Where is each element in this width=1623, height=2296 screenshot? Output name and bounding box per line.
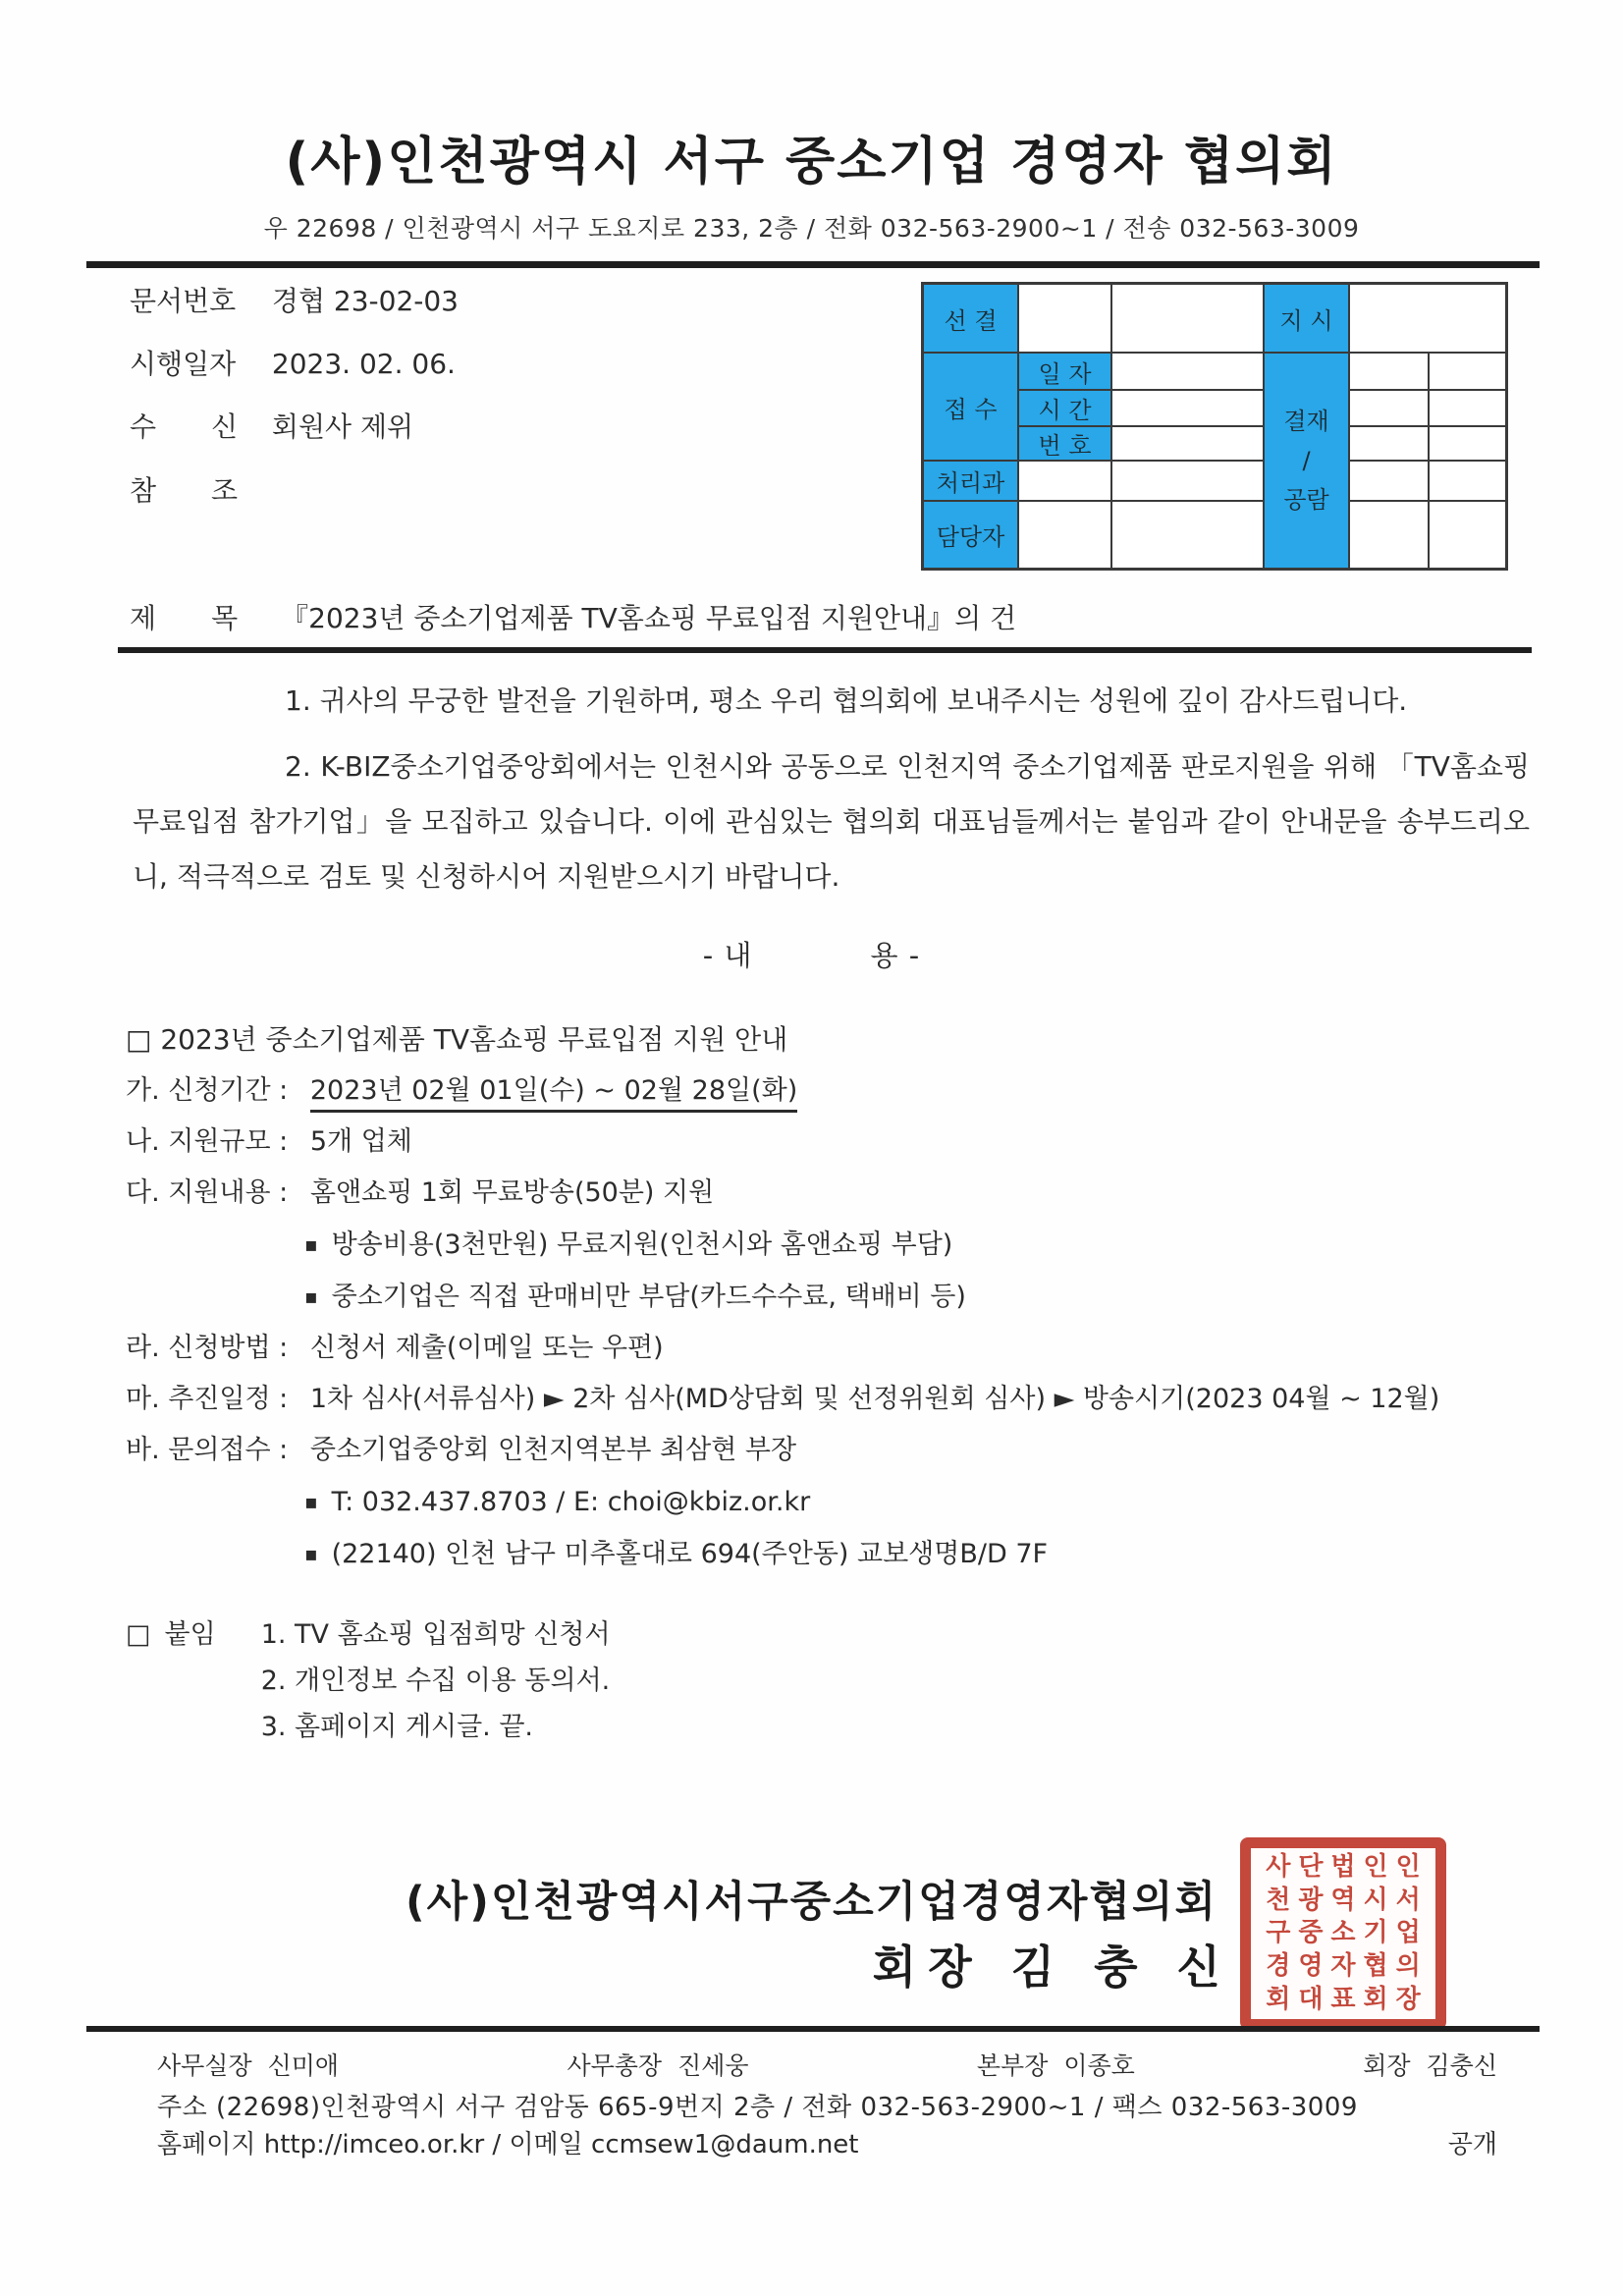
item-label: 바. 문의접수 :	[126, 1435, 289, 1465]
approval-cell-empty	[1349, 501, 1429, 569]
approval-cell-number: 번 호	[1018, 426, 1111, 461]
content-item-na	[126, 1127, 1623, 1157]
content-item-ga	[126, 1076, 1623, 1106]
item-value: 5개 업체	[309, 1126, 412, 1157]
approval-cell-empty	[1429, 353, 1506, 390]
subitem-text: T: 032.437.8703 / E: choi@kbiz.or.kr	[331, 1487, 811, 1517]
attachment-item: 2. 개인정보 수집 이용 동의서.	[260, 1666, 611, 1696]
approval-cell-empty	[1349, 461, 1429, 501]
subitem-text: 중소기업은 직접 판매비만 부담(카드수수료, 택배비 등)	[331, 1282, 966, 1312]
approval-slash: /	[1302, 447, 1311, 474]
approval-cell-empty	[1018, 284, 1111, 353]
content-subitem	[304, 1282, 1623, 1312]
body-paragraph-1: 1. 귀사의 무궁한 발전을 기원하며, 평소 우리 협의회에 보내주시는 성원에 깊이 감사드립니다.	[285, 684, 1408, 717]
subitem-text: 방송비용(3천만원) 무료지원(인천시와 홈앤쇼핑 부담)	[331, 1230, 953, 1260]
approval-stamp-table	[921, 282, 1508, 571]
corporate-seal-stamp	[1240, 1837, 1446, 2030]
doc-date-value: 2023. 02. 06.	[271, 348, 456, 380]
item-label: 마. 추진일정 :	[126, 1384, 289, 1414]
content-subitem	[304, 1539, 1623, 1569]
approval-cell-empty	[1349, 353, 1429, 390]
staff-name: 진세웅	[677, 2051, 749, 2080]
footer-web-email: 홈페이지 http://imceo.or.kr / 이메일 ccmsew1@daum.net	[157, 2130, 859, 2159]
doc-reference-label: 참 조	[130, 474, 239, 507]
item-label: 다. 지원내용 :	[126, 1177, 289, 1208]
attachments-label: 붙임	[164, 1619, 216, 1650]
attachment-item: 3. 홈페이지 게시글. 끝.	[260, 1712, 534, 1742]
content-divider-label: - 내 용 -	[702, 939, 921, 972]
staff-role: 사무총장	[567, 2051, 663, 2080]
footer-staff-office-manager	[157, 2051, 339, 2081]
item-label: 나. 지원규모 :	[126, 1126, 289, 1157]
approval-cell-empty	[1111, 353, 1264, 390]
content-subitem	[304, 1487, 1623, 1517]
signature-chairman-name: 회장 김 충 신	[872, 1941, 1232, 1994]
subitem-text: (22140) 인천 남구 미추홀대로 694(주안동) 교보생명B/D 7F	[331, 1539, 1049, 1569]
square-bullet-icon: ▪	[304, 1490, 318, 1513]
approval-cell-empty	[1111, 426, 1264, 461]
approval-cell-time: 시 간	[1018, 390, 1111, 426]
seal-text-row: 회대표회장	[1266, 1985, 1429, 2015]
subject-label-mok: 목	[211, 602, 239, 634]
signature-org-name: (사)인천광역시서구중소기업경영자협의회	[406, 1878, 1217, 1927]
staff-name: 신미애	[267, 2051, 340, 2080]
item-value: 중소기업중앙회 인천지역본부 최삼현 부장	[309, 1435, 797, 1465]
doc-number-row	[130, 286, 459, 317]
approval-cell-empty	[1018, 501, 1111, 569]
footer-rule	[86, 2026, 1540, 2032]
approval-cell-approval-circulation	[1264, 353, 1349, 569]
footer-staff-division-head	[977, 2051, 1135, 2081]
seal-text-row: 천광역시서	[1266, 1885, 1429, 1915]
doc-reference-row	[130, 475, 263, 507]
attachment-item: 1. TV 홈쇼핑 입점희망 신청서	[260, 1619, 611, 1650]
doc-number-label: 문서번호	[130, 285, 237, 317]
doc-info-section	[0, 268, 1623, 594]
item-value: 신청서 제출(이메일 또는 우편)	[309, 1333, 664, 1363]
item-value-underlined: 2023년 02월 01일(수) ~ 02월 28일(화)	[310, 1075, 797, 1113]
footer-staff-secretary-general	[567, 2051, 748, 2081]
approval-cell-empty	[1018, 461, 1111, 501]
footer-web-row	[157, 2130, 1497, 2159]
circulation-word: 공람	[1283, 486, 1329, 514]
subject-label-je: 제	[130, 602, 157, 634]
staff-role: 회장	[1363, 2051, 1411, 2080]
square-bullet-icon: ▪	[304, 1542, 318, 1565]
seal-text-row: 경영자협의	[1266, 1951, 1429, 1982]
item-value: 1차 심사(서류심사) ► 2차 심사(MD상담회 및 선정위원회 심사) ► 방송시기(2023 04월 ~ 12월)	[309, 1384, 1440, 1414]
attachments-marker: □	[126, 1619, 151, 1650]
attachments-block	[126, 1620, 1623, 1759]
content-item-ba	[126, 1436, 1623, 1465]
content-item-ra	[126, 1334, 1623, 1363]
approval-cell-receipt: 접 수	[923, 353, 1018, 461]
content-item-da	[126, 1178, 1623, 1208]
approval-cell-empty	[1111, 390, 1264, 426]
approval-cell-directive: 지 시	[1264, 284, 1349, 353]
subject-value: 『2023년 중소기업제품 TV홈쇼핑 무료입점 지원안내』의 건	[281, 602, 1017, 634]
approval-cell-empty	[1349, 390, 1429, 426]
content-subitem	[304, 1230, 1623, 1260]
attachments-list	[261, 1620, 611, 1759]
approval-cell-date: 일 자	[1018, 353, 1111, 390]
body-paragraph-2: 2. K-BIZ중소기업중앙회에서는 인천시와 공동으로 인천지역 중소기업제품 판로지원을 위해 「TV홈쇼핑 무료입점 참가기업」을 모집하고 있습니다. 이에 관심있는 협의회 대표님들께서는 붙임과 같이 안내문을 송부드리오니, 적극적으로 검토 및 신청하시어 지원받으시기 바랍니다.	[133, 750, 1530, 893]
header-rule	[86, 261, 1540, 268]
footer-address-line: 주소 (22698)인천광역시 서구 검암동 665-9번지 2층 / 전화 032-563-2900~1 / 팩스 032-563-3009	[157, 2093, 1358, 2122]
item-label: 가. 신청기간 :	[126, 1075, 289, 1106]
subject-rule	[118, 647, 1532, 653]
approval-cell-empty	[1349, 284, 1506, 353]
staff-role: 본부장	[976, 2051, 1049, 2080]
seal-text-row: 사단법인인	[1266, 1851, 1429, 1882]
subject-row	[130, 602, 1623, 635]
doc-date-row	[130, 349, 456, 380]
approval-cell-empty	[1429, 501, 1506, 569]
doc-date-label: 시행일자	[130, 348, 237, 380]
doc-recipient-value: 회원사 제위	[271, 410, 414, 443]
signature-block	[0, 1851, 1623, 2015]
staff-role: 사무실장	[157, 2051, 252, 2080]
approval-word: 결재	[1283, 408, 1329, 435]
item-value: 홈앤쇼핑 1회 무료방송(50분) 지원	[309, 1177, 715, 1208]
approval-cell-empty	[1111, 284, 1264, 353]
approval-cell-handling-dept: 처리과	[923, 461, 1018, 501]
doc-recipient-label: 수 신	[130, 410, 239, 443]
square-bullet-icon: ▪	[304, 1232, 318, 1256]
approval-cell-empty	[1429, 390, 1506, 426]
item-label: 라. 신청방법 :	[126, 1333, 289, 1363]
content-item-ma	[126, 1385, 1623, 1414]
square-bullet-icon: ▪	[304, 1285, 318, 1308]
approval-cell-empty	[1429, 461, 1506, 501]
seal-text-row: 구중소기업	[1266, 1918, 1429, 1948]
header-address-line: 우 22698 / 인천광역시 서구 도요지로 233, 2층 / 전화 032-563-2900~1 / 전송 032-563-3009	[263, 214, 1360, 243]
header-org-name: (사)인천광역시 서구 중소기업 경영자 협의회	[285, 133, 1338, 191]
approval-cell-person-in-charge: 담당자	[923, 501, 1018, 569]
content-heading: □ 2023년 중소기업제품 TV홈쇼핑 무료입점 지원 안내	[126, 1023, 788, 1056]
approval-cell-pre-approval: 선 결	[923, 284, 1018, 353]
approval-cell-empty	[1349, 426, 1429, 461]
approval-cell-empty	[1429, 426, 1506, 461]
approval-cell-empty	[1111, 461, 1264, 501]
staff-name: 이종호	[1063, 2051, 1135, 2080]
footer-disclosure-label: 공개	[1447, 2130, 1497, 2159]
footer-staff-chairman	[1363, 2051, 1497, 2081]
approval-cell-empty	[1111, 501, 1264, 569]
staff-name: 김충신	[1426, 2051, 1497, 2080]
doc-recipient-row	[130, 411, 413, 443]
doc-number-value: 경협 23-02-03	[271, 285, 459, 317]
footer-staff-row	[157, 2051, 1497, 2081]
